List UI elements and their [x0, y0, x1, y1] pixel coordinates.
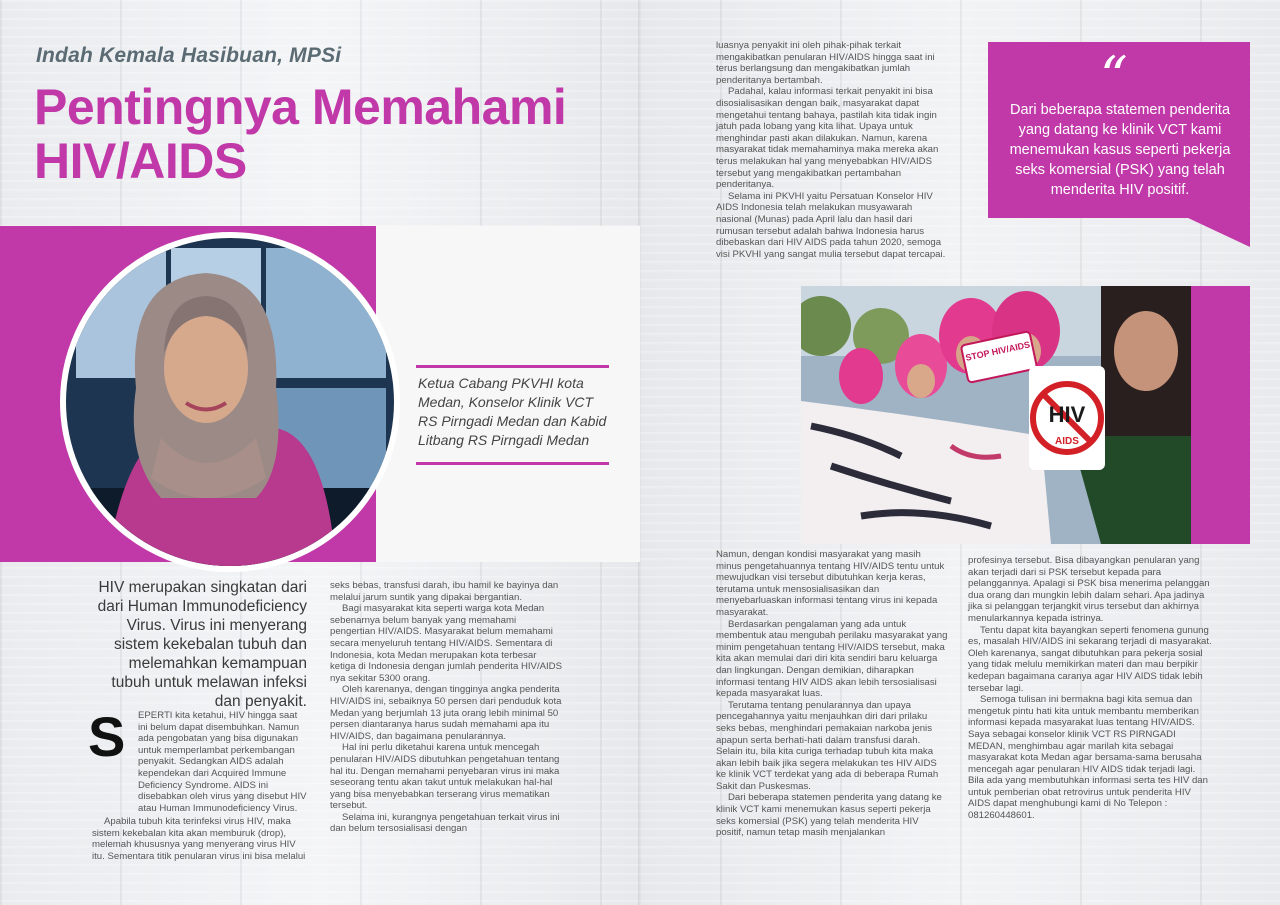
pull-quote-tail — [1186, 217, 1250, 247]
aids-sign-text: AIDS — [1055, 436, 1079, 447]
col3-paragraph: luasnya penyakit ini oleh pihak-pihak terkait mengakibatkan penularan HIV/AIDS hingga saat ini terus berlangsung dan mengakibatkan jumlah penderitanya bertambah. — [716, 40, 935, 86]
quote-mark-icon: “ — [1100, 45, 1128, 108]
col3-paragraph: Selama ini PKVHI yaitu Persatuan Konselor HIV AIDS Indonesia telah melakukan musyawarah nasional (Munas) pada April lalu dan hasil dari rumusan tersebut adalah bahwa Indonesia harus dibebaskan dari HIV AIDS pada tahun 2020, semoga visi PKVHI yang sangat mulia tersebut dapat tercapai. — [716, 190, 946, 260]
article-col3 — [716, 40, 948, 260]
col3-paragraph: Padahal, kalau informasi terkait penyakit ini bisa disosialisasikan dengan baik, masyarakat dapat mengetahui tentang bahaya, pastilah kita tidak ingin jatuh pada lobang yang kita lihat. Upaya untuk menghindar pasti akan dilakukan. Namun, karena masyarakat tidak memahaminya maka mereka akan terus melakukan hal yang menyebabkan HIV/AIDS tersebut yang mengakibatkan pertambahan penderitanya. — [716, 86, 939, 191]
col4-paragraph: Terutama tentang penularannya dan upaya pencegahannya yaitu menjauhkan diri dari prilaku seks bebas, menghindari pemakaian narkoba jenis apapun serta berhati-hati dalam transfusi darah. Selain itu, bila kita curiga terhadap tubuh kita maka akan lebih baik jika segera melakukan tes HIV AIDS ke klinik VCT terdekat yang ada di beberapa Rumah Sakit dan Puskesmas. — [716, 699, 939, 792]
portrait-illustration — [66, 238, 394, 566]
col1-paragraph: Apabila tubuh kita terinfeksi virus HIV, maka sistem kekebalan kita akan memburuk (drop), melemah khususnya yang menyerang virus HIV itu. Sementara titik penularan virus ini bisa melalui — [92, 816, 306, 862]
drop-cap: S — [88, 705, 126, 768]
article-col2 — [330, 580, 562, 835]
col5-paragraph: Tentu dapat kita bayangkan seperti fenomena gunung es, masalah HIV/AIDS ini sekarang terjadi di masyarakat. Oleh karenanya, sangat dibutuhkan para pekerja sosial yang tidak melulu memikirkan materi dan mau berpikir kedepan bagaimana caranya agar HIV AIDS tidak lebih tersebar lagi. — [968, 624, 1212, 694]
col5-paragraph: profesinya tersebut. Bisa dibayangkan penularan yang akan terjadi dari si PSK tersebut kepada para pelanggannya. Apalagi si PSK bisa menerima pelanggan dua orang dan mungkin lebih dalam sehari. Apa jadinya jika si pelanggan terjangkit virus tersebut dan akhirnya menularkannya kepada istrinya. — [968, 555, 1210, 624]
article-col5 — [968, 555, 1212, 822]
col4-paragraph: Dari beberapa statemen penderita yang datang ke klinik VCT kami menemukan kasus seperti pekerja seks komersial (PSK) yang telah menderita HIV positif, namun tetap masih menjalankan — [716, 792, 942, 839]
article-col1-intro — [138, 710, 308, 814]
col4-paragraph: Berdasarkan pengalaman yang ada untuk membentuk atau mengubah perilaku masyarakat yang minim pengetahuan tentang HIV/AIDS tersebut, maka kita akan memulai dari diri kita sendiri baru keluarga dan lingkungan. Dengan demikian, diharapkan informasi tentang HIV AIDS akan lebih tersosialisasi kepada masyarakat luas. — [716, 618, 948, 700]
article-col4 — [716, 549, 948, 839]
col2-paragraph: Selama ini, kurangnya pengetahuan terkait virus ini dan belum tersosialisasi dengan — [330, 811, 560, 835]
article-col1-body — [92, 816, 308, 862]
col5-paragraph: Semoga tulisan ini bermakna bagi kita semua dan mengetuk pintu hati kita untuk membantu memberikan informasi kepada masyarakat luas tentang HIV/AIDS. Saya sebagai konselor klinik VCT RS PIRNGADI MEDAN, menghimbau agar marilah kita sebagai masyarakat kota Medan agar bersama-sama berusaha mencegah agar penularan HIV AIDS tidak terjadi lagi. Bila ada yang membutuhkan informasi serta tes HIV dan untuk pemberian obat retrovirus untuk penderita HIV AIDS dapat menghubungi kami di No Telepon : 081260448601. — [968, 694, 1208, 822]
hiv-sign-text: HIV — [1048, 402, 1086, 427]
col2-paragraph: seks bebas, transfusi darah, ibu hamil ke bayinya dan melalui jarum suntik yang dipakai bergantian. — [330, 580, 559, 603]
col4-paragraph: Namun, dengan kondisi masyarakat yang masih minus pengetahuannya tentang HIV/AIDS tentu untuk mewujudkan visi tersebut dibutuhkan kerja keras, terutama untuk mensosialisasikan dan menyebarluaskan informasi tentang virus ini kepada masyarakat. — [716, 549, 945, 618]
col2-paragraph: Hal ini perlu diketahui karena untuk mencegah penularan HIV/AIDS dibutuhkan pengetahuan tentang hal itu. Dengan memahami penyebaran virus ini maka seseorang tentu akan takut untuk melakukan hal-hal yang bisa menyebabkan terserang virus mematikan tersebut. — [330, 742, 560, 812]
col2-paragraph: Bagi masyarakat kita seperti warga kota Medan sebenarnya belum banyak yang memahami pengertian HIV/AIDS. Masyarakat belum memahami secara menyeluruh tentang HIV/AIDS. Sementara di Indonesia, kota Medan merupakan kota terbesar ketiga di Indonesia dengan jumlah penderita HIV/AIDS nya sekitar 5300 orang. — [330, 603, 562, 684]
portrait-caption: Ketua Cabang PKVHI kota Medan, Konselor Klinik VCT RS Pirngadi Medan dan Kabid Litbang RS Pirngadi Medan — [418, 375, 607, 448]
rally-illustration — [801, 286, 1191, 544]
col2-paragraph: Oleh karenanya, dengan tingginya angka penderita HIV/AIDS ini, sebaiknya 50 persen dari penduduk kota Medan yang berjumlah 13 juta orang lebih minimal 50 persen diantaranya harus sudah memahami apa itu HIV/AIDS, dan bagaimana penularannya. — [330, 684, 562, 742]
article-title: Pentingnya Memahami HIV/AIDS — [34, 79, 567, 189]
rally-photo — [801, 286, 1191, 544]
pull-quote-text: Dari beberapa statemen penderita yang datang ke klinik VCT kami menemukan kasus seperti pekerja seks komersial (PSK) yang telah menderita HIV positif. — [1009, 102, 1231, 198]
author-portrait — [60, 232, 400, 572]
lead-paragraph: HIV merupakan singkatan dari dari Human Immunodeficiency Virus. Virus ini menyerang sistem kekebalan tubuh dan melemahkan kemampuan tubuh untuk melawan infeksi dan penyakit. — [97, 579, 307, 710]
author-name: Indah Kemala Hasibuan, MPSi — [36, 44, 342, 67]
col1-paragraph: EPERTI kita ketahui, HIV hingga saat ini belum dapat disembuhkan. Namun ada pengobatan yang bisa digunakan untuk memperlambat perkembangan penyakit. Sedangkan AIDS adalah kependekan dari Acquired Immune Deficiency Syndrome. AIDS ini disebabkan oleh virus yang disebut HIV atau Human Immunodeficiency Virus. — [138, 710, 307, 814]
stop-sign-text: STOP HIV/AIDS — [964, 339, 1031, 363]
